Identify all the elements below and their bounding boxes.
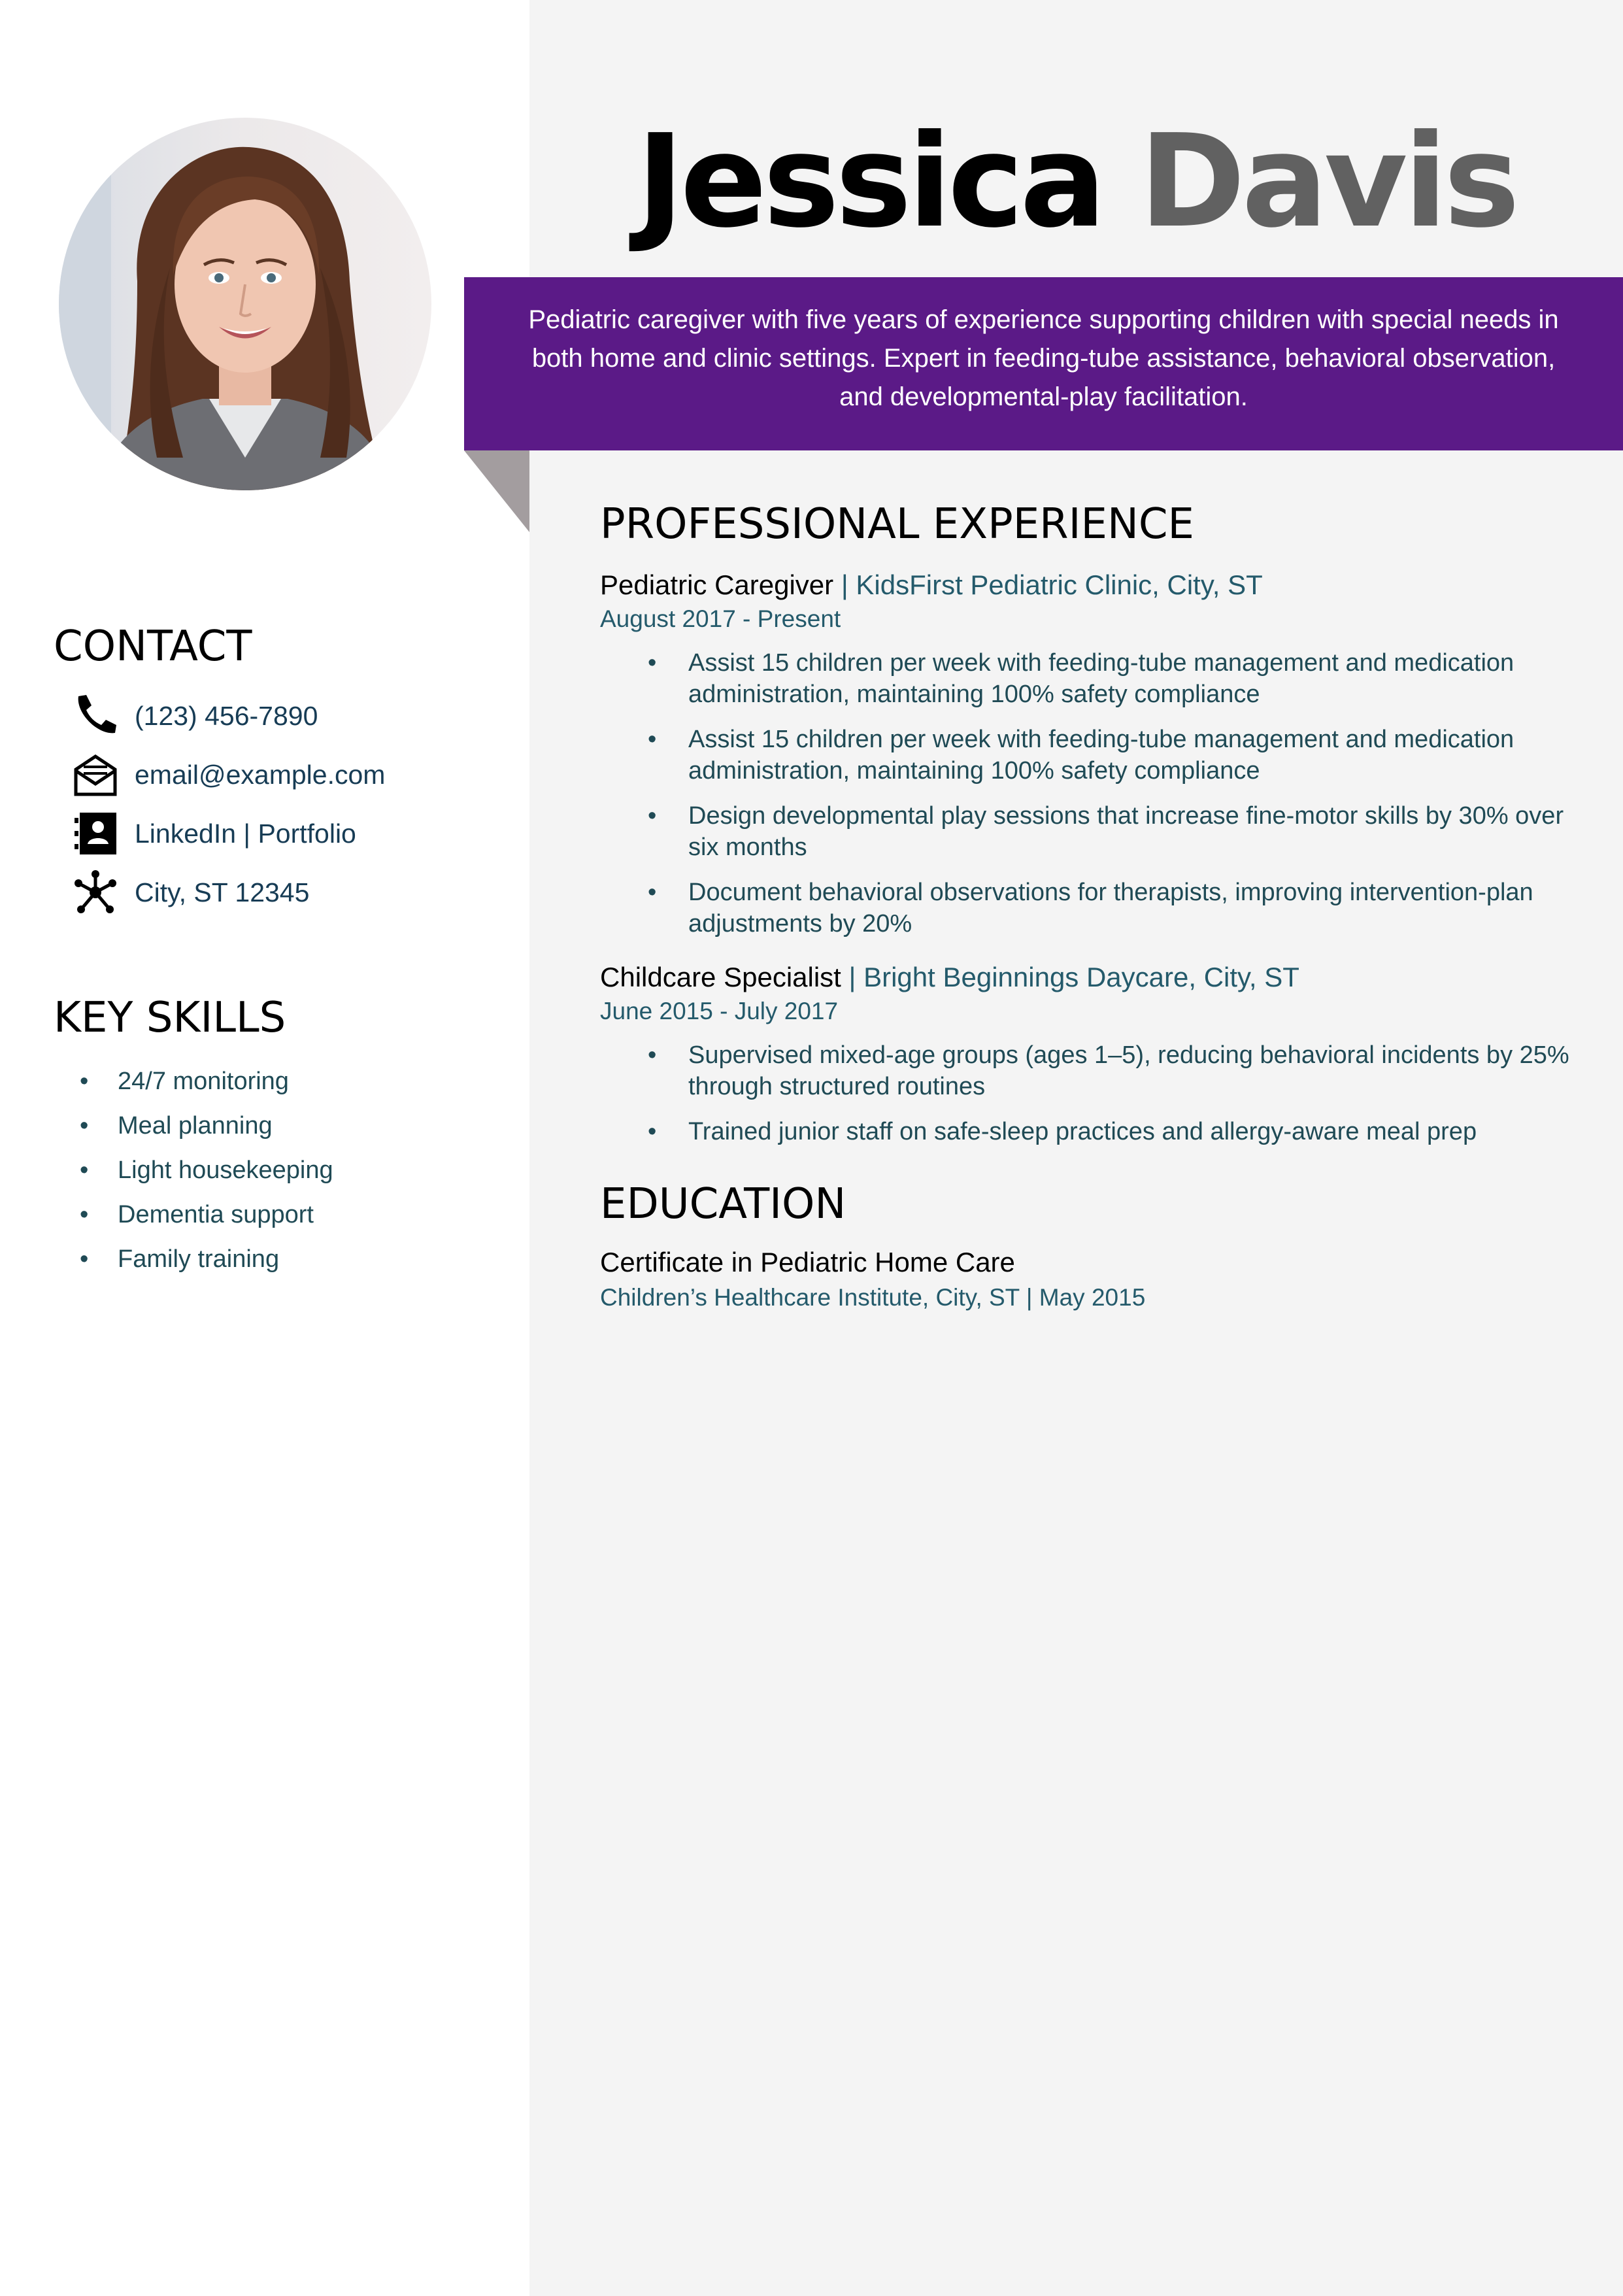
contact-email: [72, 745, 385, 804]
skills-list: [118, 1059, 333, 1281]
skill-item: • Light housekeeping: [118, 1148, 333, 1192]
job-title-line: [600, 571, 1263, 599]
job-company: KidsFirst Pediatric Clinic, City, ST: [856, 569, 1263, 600]
job-title-line: [600, 964, 1299, 991]
job-bullet: • Design developmental play sessions that increase fine-motor skills by 30% over six months: [688, 800, 1590, 863]
email-text[interactable]: email@example.com: [135, 759, 386, 790]
job-role: Childcare Specialist: [600, 962, 841, 992]
job-bullets: [688, 1039, 1590, 1161]
skills-heading: KEY SKILLS: [54, 994, 286, 1042]
job-bullet: • Trained junior staff on safe-sleep practices and allergy-aware meal prep: [688, 1116, 1590, 1147]
location-text: City, ST 12345: [135, 877, 310, 907]
skill-item: • 24/7 monitoring: [118, 1059, 333, 1104]
job-company: Bright Beginnings Daycare, City, ST: [863, 962, 1299, 992]
contact-phone: [72, 686, 385, 745]
contact-heading: CONTACT: [54, 622, 252, 671]
job-separator: |: [833, 569, 856, 600]
job-dates: June 2015 - July 2017: [600, 998, 839, 1024]
education-detail: Children’s Healthcare Institute, City, ST | May 2015: [600, 1284, 1146, 1311]
job-separator: |: [841, 962, 864, 992]
contact-list: [72, 686, 385, 922]
contact-card-icon: [72, 807, 129, 860]
job-bullet: • Assist 15 children per week with feeding-tube management and medication administration, maintaining 100% safety compliance: [688, 724, 1590, 786]
candidate-name: [529, 107, 1623, 256]
profile-photo: [59, 118, 431, 490]
banner-fold: [464, 450, 529, 532]
experience-heading: PROFESSIONAL EXPERIENCE: [600, 500, 1194, 549]
skill-item: • Dementia support: [118, 1192, 333, 1237]
job-bullet: • Supervised mixed-age groups (ages 1–5), reducing behavioral incidents by 25% through structured routines: [688, 1039, 1590, 1102]
contact-location: [72, 863, 385, 922]
job-bullet: • Assist 15 children per week with feeding-tube management and medication administration, maintaining 100% safety compliance: [688, 647, 1590, 710]
last-name: Davis: [1139, 107, 1516, 256]
job-bullets: [688, 647, 1590, 953]
skill-item: • Meal planning: [118, 1104, 333, 1148]
summary-banner: [464, 277, 1623, 450]
education-heading: EDUCATION: [600, 1180, 846, 1228]
phone-text[interactable]: (123) 456-7890: [135, 700, 318, 731]
job-bullet: • Document behavioral observations for therapists, improving intervention-plan adjustments by 20%: [688, 877, 1590, 939]
first-name: Jessica: [636, 107, 1103, 256]
skill-item: • Family training: [118, 1237, 333, 1281]
links-text[interactable]: LinkedIn | Portfolio: [135, 818, 356, 849]
contact-links: [72, 804, 385, 863]
job-dates: August 2017 - Present: [600, 605, 841, 632]
phone-icon: [72, 690, 129, 742]
education-degree: Certificate in Pediatric Home Care: [600, 1247, 1015, 1277]
summary-text: Pediatric caregiver with five years of experience supporting children with special needs in both home and clinic settings. Expert in feeding-tube assistance, behavioral observation, and developmental-play facilitation.: [528, 305, 1559, 411]
envelope-icon: [72, 749, 129, 801]
network-icon: [72, 866, 129, 919]
job-role: Pediatric Caregiver: [600, 569, 834, 600]
